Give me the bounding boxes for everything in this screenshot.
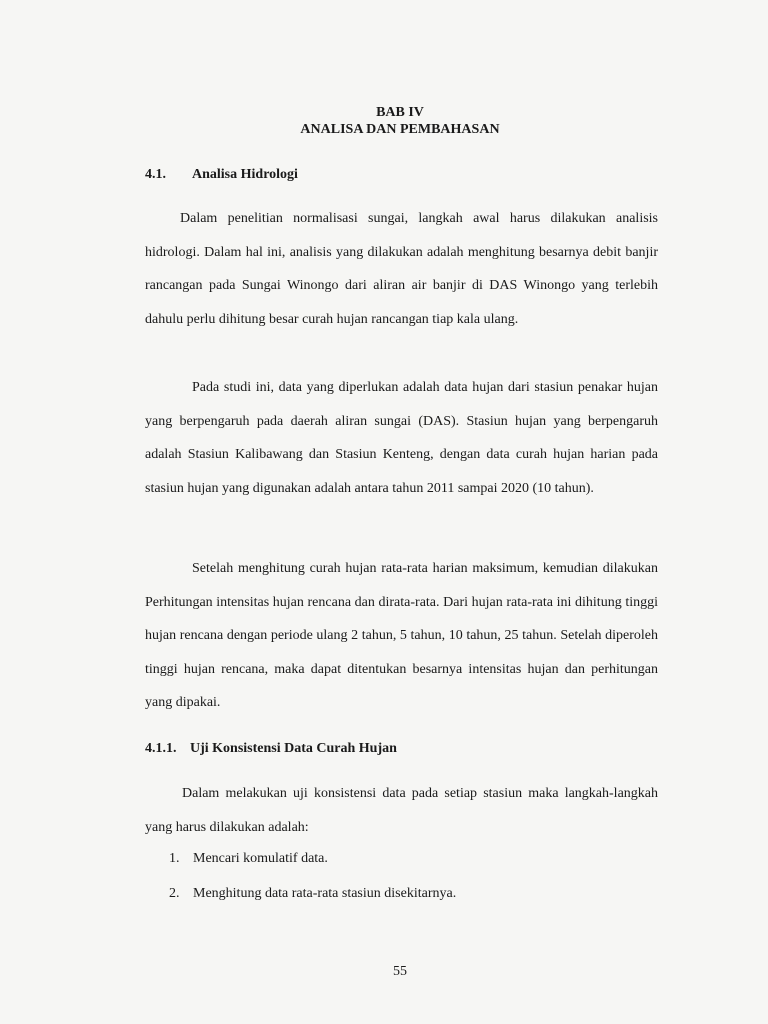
list-item-number: 1. bbox=[169, 851, 180, 866]
page-number: 55 bbox=[393, 964, 407, 979]
subsection-title: Uji Konsistensi Data Curah Hujan bbox=[190, 741, 397, 756]
paragraph-3: Setelah menghitung curah hujan rata-rata harian maksimum, kemudian dilakukan Perhitungan intensitas hujan rencana dan dirata-rata. Dari hujan rata-rata ini dihitung tinggi hujan rencana dengan periode ulang 2 tahun, 5 tahun, 10 tahun, 25 tahun. Setelah diperoleh tinggi hujan rencana, maka dapat ditentukan besarnya intensitas hujan dan perhitungan yang dipakai. bbox=[145, 561, 658, 711]
list-item-number: 2. bbox=[169, 886, 180, 901]
section-title: Analisa Hidrologi bbox=[192, 167, 298, 182]
chapter-title: ANALISA DAN PEMBAHASAN bbox=[300, 122, 500, 137]
section-heading-4-1-1 bbox=[145, 740, 397, 757]
paragraph-4: Dalam melakukan uji konsistensi data pada setiap stasiun maka langkah-langkah yang harus dilakukan adalah: bbox=[145, 786, 658, 835]
section-number: 4.1. bbox=[145, 167, 166, 182]
chapter-number: BAB IV bbox=[376, 105, 424, 120]
subsection-number: 4.1.1. bbox=[145, 741, 177, 756]
section-heading-4-1 bbox=[145, 166, 298, 183]
paragraph-1: Dalam penelitian normalisasi sungai, langkah awal harus dilakukan analisis hidrologi. Dalam hal ini, analisis yang dilakukan adalah menghitung besarnya debit banjir rancangan pada Sungai Winongo dari aliran air banjir di DAS Winongo yang terlebih dahulu perlu dihitung besar curah hujan rancangan tiap kala ulang. bbox=[145, 211, 658, 327]
list-item-text: Mencari komulatif data. bbox=[193, 851, 328, 866]
paragraph-2: Pada studi ini, data yang diperlukan adalah data hujan dari stasiun penakar hujan yang berpengaruh pada daerah aliran sungai (DAS). Stasiun hujan yang berpengaruh adalah Stasiun Kalibawang dan Stasiun Kenteng, dengan data curah hujan harian pada stasiun hujan yang digunakan adalah antara tahun 2011 sampai 2020 (10 tahun). bbox=[145, 380, 658, 496]
list-item-text: Menghitung data rata-rata stasiun disekitarnya. bbox=[193, 886, 457, 901]
